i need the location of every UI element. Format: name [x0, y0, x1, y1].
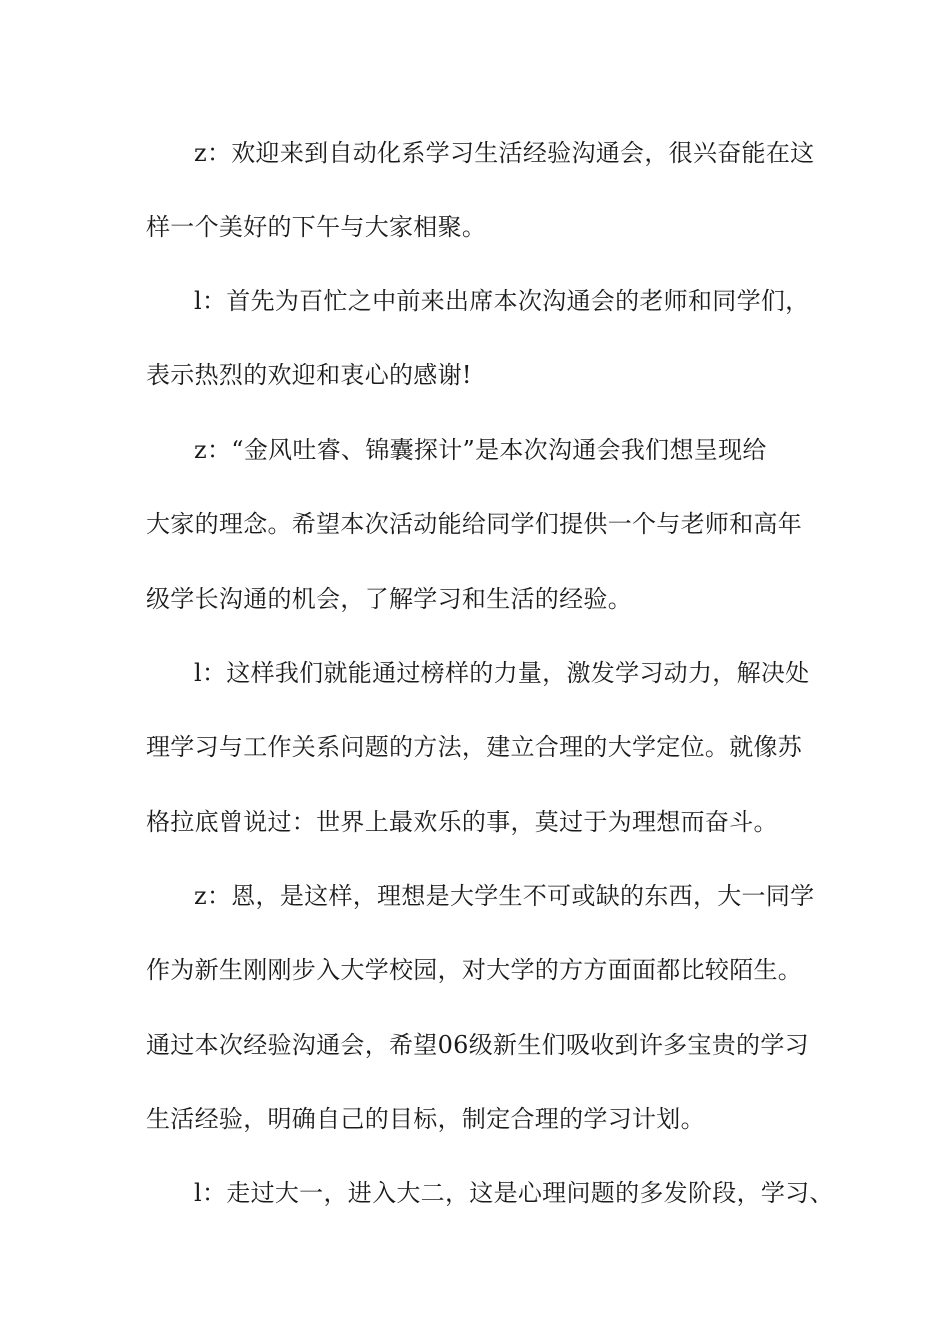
paragraph-line: 理学习与工作关系问题的方法，建立合理的大学定位。就像苏	[146, 733, 803, 762]
paragraph-4	[146, 636, 826, 859]
paragraph-line: z：欢迎来到自动化系学习生活经验沟通会，很兴奋能在这	[194, 139, 815, 167]
paragraph-3	[146, 413, 826, 636]
paragraph-line: z：“金风吐睿、锦囊探计”是本次沟通会我们想呈现给	[194, 436, 767, 464]
paragraph-line: l：走过大一，进入大二，这是心理问题的多发阶段，学习、	[194, 1179, 834, 1207]
paragraph-line: z：恩，是这样，理想是大学生不可或缺的东西，大一同学	[194, 882, 815, 910]
paragraph-2	[146, 264, 826, 413]
paragraph-line: l：这样我们就能通过榜样的力量，激发学习动力，解决处	[194, 659, 810, 687]
paragraph-line: 样一个美好的下午与大家相聚。	[146, 213, 487, 242]
paragraph-line: 格拉底曾说过：世界上最欢乐的事，莫过于为理想而奋斗。	[146, 807, 778, 836]
paragraph-1	[146, 116, 826, 265]
paragraph-line: l：首先为百忙之中前来出席本次沟通会的老师和同学们，	[194, 287, 810, 315]
paragraph-6	[146, 1156, 846, 1230]
paragraph-line: 级学长沟通的机会，了解学习和生活的经验。	[146, 584, 632, 613]
paragraph-line: 作为新生刚刚步入大学校园，对大学的方方面面都比较陌生。	[146, 956, 803, 985]
paragraph-5	[146, 859, 826, 1156]
paragraph-line: 表示热烈的欢迎和衷心的感谢!	[146, 361, 472, 390]
paragraph-line: 生活经验，明确自己的目标，制定合理的学习计划。	[146, 1104, 705, 1133]
paragraph-line: 通过本次经验沟通会，希望06级新生们吸收到许多宝贵的学习	[146, 1030, 809, 1059]
paragraph-line: 大家的理念。希望本次活动能给同学们提供一个与老师和高年	[146, 510, 803, 539]
